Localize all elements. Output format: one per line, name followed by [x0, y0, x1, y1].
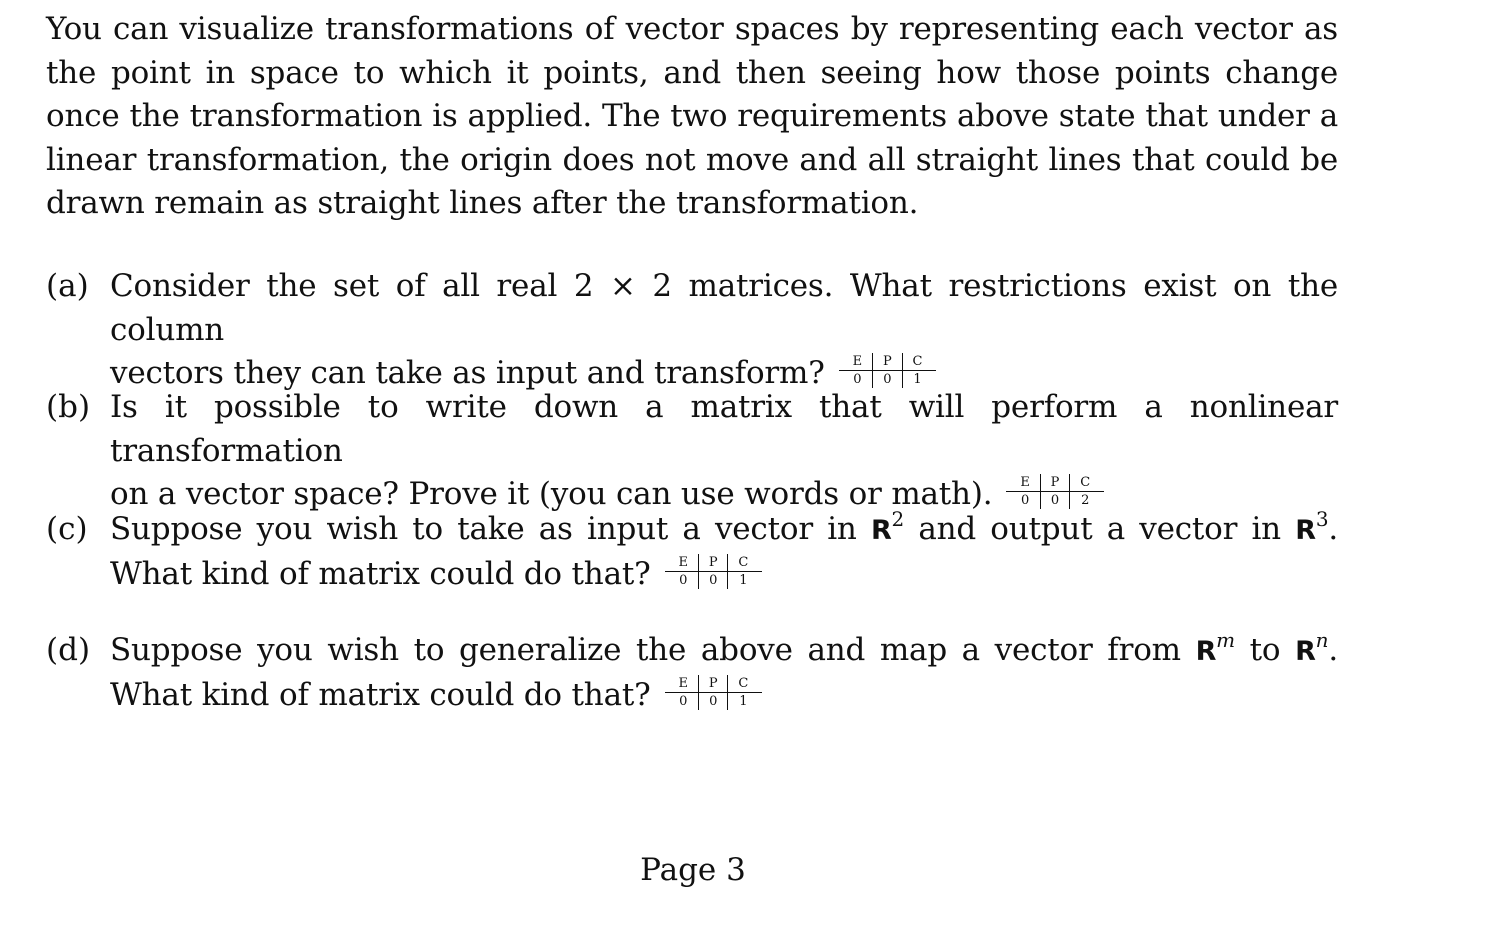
- question-text-line1: Suppose you wish to take as input a vector in $R^2$ and output a vector in $R^3$.: [110, 506, 1338, 547]
- rubric-header-c: C: [728, 675, 762, 693]
- real-space-symbol: R: [870, 515, 892, 546]
- real-space-symbol: R: [1295, 515, 1316, 546]
- rubric-table: [1006, 474, 1104, 509]
- question-label: (a): [46, 268, 89, 304]
- rubric-table: [839, 353, 937, 388]
- question-label: (d): [46, 632, 91, 668]
- question-text-line2: What kind of matrix could do that? E P C 0 0 1: [110, 553, 1338, 597]
- question-b: [46, 386, 1338, 517]
- question-text-line2: on a vector space? Prove it (you can use words or math). E P C 0 0 2: [110, 473, 1338, 517]
- rubric-table: [665, 554, 763, 589]
- rubric-header-e: E: [1006, 474, 1040, 492]
- rubric-header-p: P: [872, 353, 902, 371]
- dimension-exponent: m: [1216, 627, 1235, 652]
- rubric-header-e: E: [665, 554, 699, 572]
- rubric-header-e: E: [665, 675, 699, 693]
- rubric-table: [665, 675, 763, 710]
- intro-paragraph: You can visualize transformations of vector spaces by representing each vector as the point in space to which it points, and then seeing how those points change once the transformation is applied. The two requirements above state that under a linear transformation, the origin does not move and all straight lines that could be drawn remain as straight lines after the transformation.: [46, 11, 1338, 221]
- rubric-value-p: 0: [698, 692, 728, 710]
- dimension-exponent: 2: [891, 506, 905, 531]
- rubric-header-p: P: [1040, 474, 1070, 492]
- rubric-value-e: 0: [839, 371, 873, 389]
- rubric-header-c: C: [1070, 474, 1104, 492]
- rubric-header-c: C: [728, 554, 762, 572]
- dimension-exponent: n: [1315, 627, 1329, 652]
- question-label: (c): [46, 511, 88, 547]
- rubric-header-p: P: [698, 554, 728, 572]
- rubric-value-p: 0: [1040, 492, 1070, 510]
- question-text-line1: Suppose you wish to generalize the above and map a vector from $R^m$ to $R^n$.: [110, 627, 1339, 668]
- question-text-line2: vectors they can take as input and transform? E P C 0 0 1: [110, 352, 1338, 396]
- question-text-line1: Consider the set of all real 2 × 2 matrices. What restrictions exist on the column: [110, 268, 1338, 348]
- rubric-value-e: 0: [1006, 492, 1040, 510]
- real-space-symbol: R: [1195, 636, 1217, 667]
- rubric-value-c: 2: [1081, 493, 1090, 508]
- real-space-symbol: R: [1295, 636, 1316, 667]
- rubric-value-c: 1: [739, 572, 748, 588]
- question-label: (b): [46, 389, 91, 425]
- rubric-value-c: 1: [739, 693, 748, 709]
- rubric-value-e: 0: [665, 571, 699, 589]
- rubric-header-e: E: [839, 353, 873, 371]
- question-text-line2: What kind of matrix could do that? E P C 0 0 1: [110, 674, 1338, 718]
- dimension-exponent: 3: [1315, 506, 1329, 531]
- rubric-header-c: C: [902, 353, 936, 371]
- page-number: Page 3: [640, 852, 746, 888]
- rubric-value-e: 0: [665, 692, 699, 710]
- rubric-header-p: P: [698, 675, 728, 693]
- rubric-value-p: 0: [698, 571, 728, 589]
- rubric-value-p: 0: [872, 371, 902, 389]
- question-text-line1: Is it possible to write down a matrix that will perform a nonlinear transformation: [110, 389, 1338, 469]
- question-a: [46, 265, 1338, 396]
- question-c: [46, 508, 1338, 596]
- question-d: [46, 629, 1338, 717]
- rubric-value-c: 1: [913, 372, 922, 387]
